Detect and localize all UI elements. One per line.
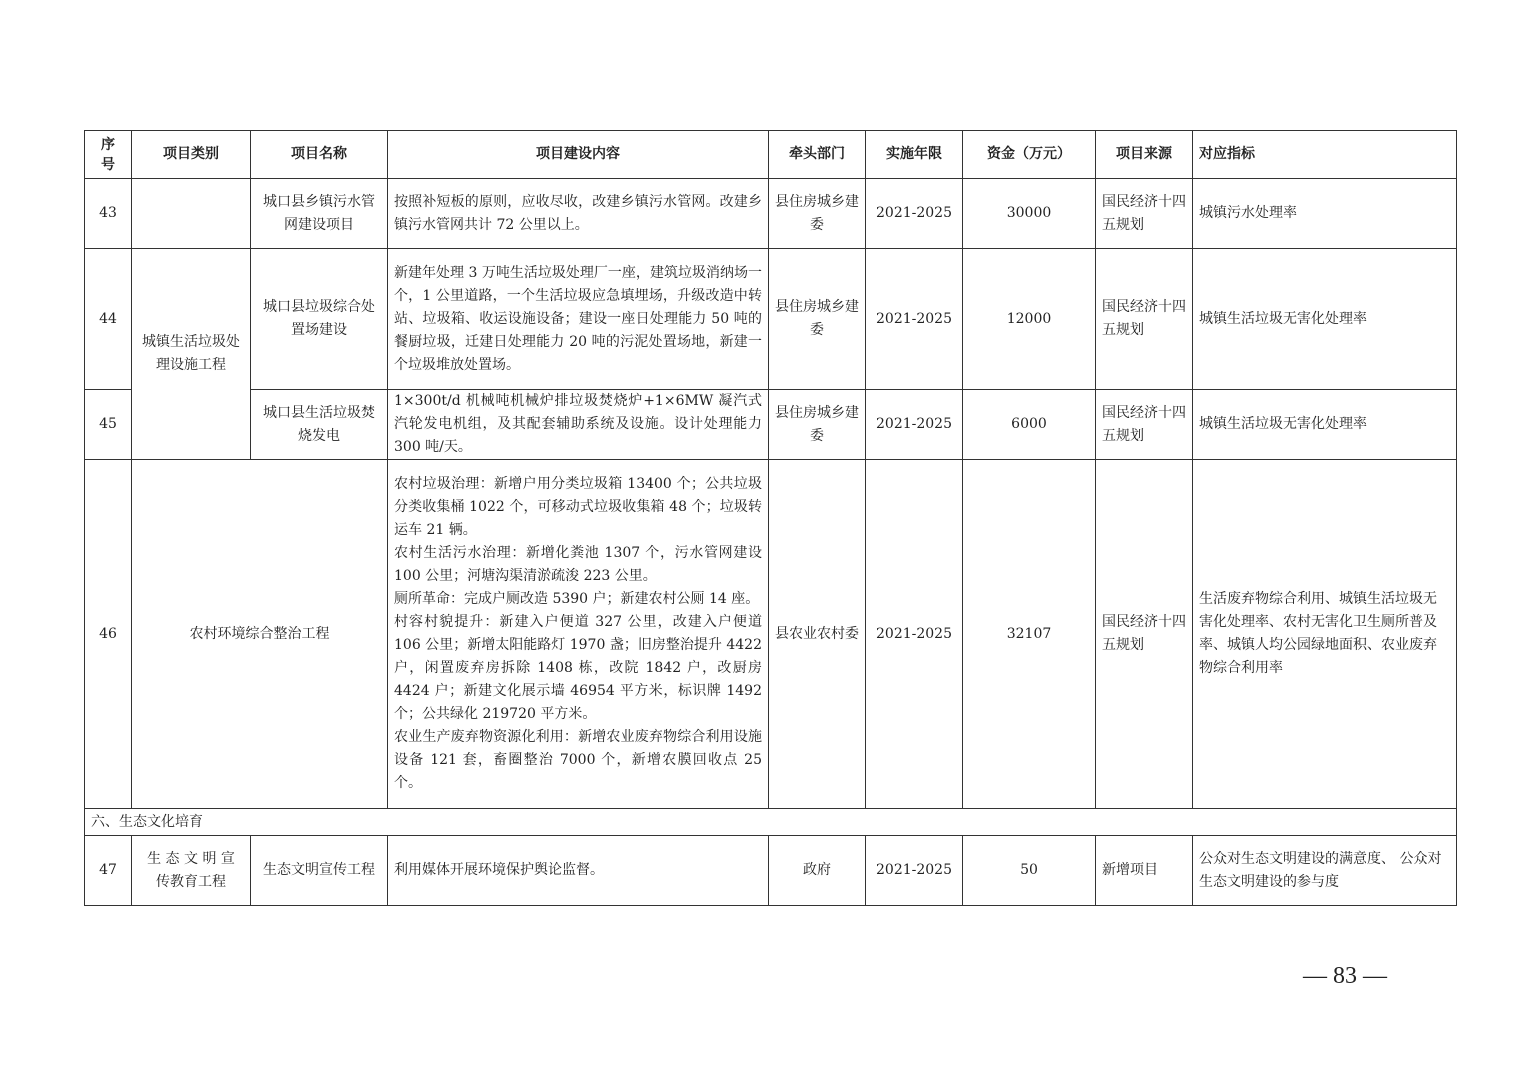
row-seq: 46: [85, 460, 132, 809]
row-indicator: 城镇生活垃圾无害化处理率: [1193, 390, 1457, 460]
row-indicator: 城镇污水处理率: [1193, 179, 1457, 249]
table-header-row: [85, 131, 1457, 179]
row-fund: 32107: [963, 460, 1096, 809]
row-source: 国民经济十四五规划: [1096, 179, 1193, 249]
row-source: 新增项目: [1096, 836, 1193, 906]
row-period: 2021-2025: [866, 390, 963, 460]
header-content: 项目建设内容: [388, 131, 769, 179]
row-content: [388, 179, 769, 249]
section-title: 六、生态文化培育: [85, 809, 1457, 836]
row-category: [132, 179, 251, 249]
table-row: [85, 460, 1457, 809]
row-fund: 6000: [963, 390, 1096, 460]
header-dept: 牵头部门: [769, 131, 866, 179]
row-source: 国民经济十四五规划: [1096, 249, 1193, 390]
header-category: 项目类别: [132, 131, 251, 179]
content-paragraph: 新建年处理 3 万吨生活垃圾处理厂一座，建筑垃圾消纳场一个，1 公里道路，一个生活垃圾应急填埋场，升级改造中转站、垃圾箱、收运设施设备；建设一座日处理能力 50 吨的餐厨垃圾，迁建日处理能力 20 吨的污泥处置场地，新建一个垃圾堆放处置场。: [394, 264, 762, 373]
row-category: 农村环境综合整治工程: [132, 460, 388, 809]
content-paragraph: 村容村貌提升：新建入户便道 327 公里，改建入户便道 106 公里；新增太阳能路灯 1970 盏；旧房整治提升 4422 户，闲置废弃房拆除 1408 栋，改院 1842 户，改厨房 4424 户；新建文化展示墙 46954 平方米，标识牌 1492 个；公共绿化 219720 平方米。: [394, 614, 762, 722]
table-row: [85, 836, 1457, 906]
row-content: 利用媒体开展环境保护舆论监督。: [388, 836, 769, 906]
section-row: [85, 809, 1457, 836]
row-category: 城镇生活垃圾处理设施工程: [132, 249, 251, 460]
content-paragraph: 农业生产废弃物资源化利用：新增农业废弃物综合利用设施设备 121 套，畜圈整治 7000 个，新增农膜回收点 25 个。: [394, 729, 762, 791]
row-dept: 县住房城乡建委: [769, 390, 866, 460]
content-paragraph: 1×300t/d 机械吨机械炉排垃圾焚烧炉+1×6MW 凝汽式汽轮发电机组，及其配套辅助系统及设施。设计处理能力 300 吨/天。: [394, 393, 762, 455]
table-row: [85, 179, 1457, 249]
row-category: 生 态 文 明 宣 传教育工程: [132, 836, 251, 906]
row-source: 国民经济十四五规划: [1096, 460, 1193, 809]
row-period: 2021-2025: [866, 249, 963, 390]
row-source: 国民经济十四五规划: [1096, 390, 1193, 460]
row-period: 2021-2025: [866, 179, 963, 249]
row-name: 城口县生活垃圾焚烧发电: [251, 390, 388, 460]
row-dept: 县住房城乡建委: [769, 249, 866, 390]
project-table: [84, 130, 1457, 906]
content-paragraph: 农村垃圾治理：新增户用分类垃圾箱 13400 个；公共垃圾分类收集桶 1022 个，可移动式垃圾收集箱 48 个；垃圾转运车 21 辆。: [394, 476, 762, 538]
header-source: 项目来源: [1096, 131, 1193, 179]
header-seq: 序号: [85, 131, 132, 179]
row-name: 城口县乡镇污水管网建设项目: [251, 179, 388, 249]
header-name: 项目名称: [251, 131, 388, 179]
row-indicator: 城镇生活垃圾无害化处理率: [1193, 249, 1457, 390]
header-indicator: 对应指标: [1193, 131, 1457, 179]
table-row: [85, 249, 1457, 390]
row-content: [388, 460, 769, 809]
row-dept: 政府: [769, 836, 866, 906]
row-content: [388, 390, 769, 460]
row-fund: 30000: [963, 179, 1096, 249]
row-fund: 12000: [963, 249, 1096, 390]
row-dept: 县农业农村委: [769, 460, 866, 809]
row-indicator: 生活废弃物综合利用、城镇生活垃圾无害化处理率、农村无害化卫生厕所普及率、城镇人均公园绿地面积、农业废弃物综合利用率: [1193, 460, 1457, 809]
row-seq: 43: [85, 179, 132, 249]
content-paragraph: 厕所革命：完成户厕改造 5390 户；新建农村公厕 14 座。: [394, 591, 760, 607]
row-name: 生态文明宣传工程: [251, 836, 388, 906]
row-period: 2021-2025: [866, 836, 963, 906]
header-fund: 资金（万元）: [963, 131, 1096, 179]
row-fund: 50: [963, 836, 1096, 906]
row-period: 2021-2025: [866, 460, 963, 809]
table-row: [85, 390, 1457, 460]
row-seq: 47: [85, 836, 132, 906]
content-paragraph: 按照补短板的原则，应收尽收，改建乡镇污水管网。改建乡镇污水管网共计 72 公里以上。: [394, 193, 762, 233]
content-paragraph: 农村生活污水治理：新增化粪池 1307 个，污水管网建设 100 公里；河塘沟渠清淤疏浚 223 公里。: [394, 545, 762, 584]
row-dept: 县住房城乡建委: [769, 179, 866, 249]
row-content: [388, 249, 769, 390]
row-indicator: 公众对生态文明建设的满意度、 公众对生态文明建设的参与度: [1193, 836, 1457, 906]
row-name: 城口县垃圾综合处置场建设: [251, 249, 388, 390]
page-number: — 83 —: [1303, 963, 1387, 989]
row-seq: 44: [85, 249, 132, 390]
header-period: 实施年限: [866, 131, 963, 179]
row-seq: 45: [85, 390, 132, 460]
